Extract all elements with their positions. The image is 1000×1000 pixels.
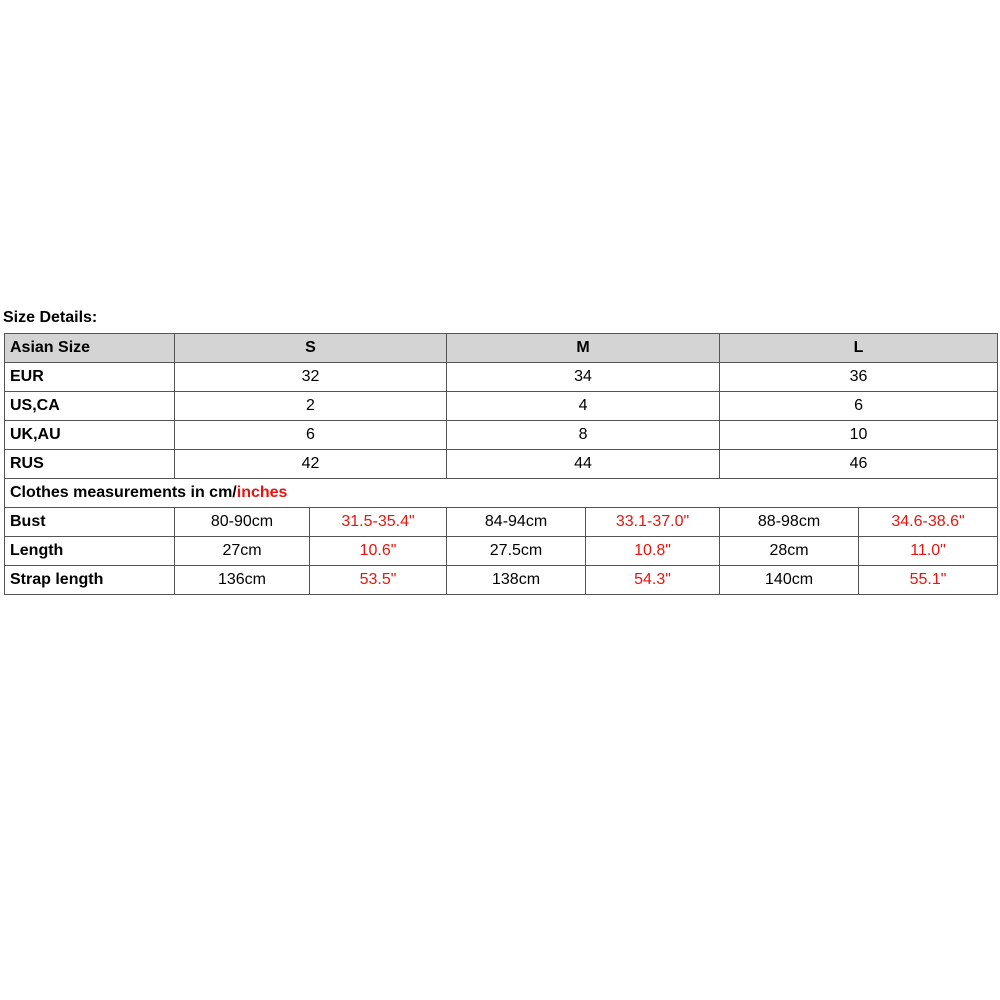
table-cell: 36 — [720, 363, 998, 392]
cm-cell: 136cm — [175, 566, 310, 595]
table-row — [5, 450, 998, 479]
cm-cell: 88-98cm — [720, 508, 859, 537]
size-header-m: M — [447, 334, 720, 363]
inch-cell: 55.1" — [859, 566, 998, 595]
row-label: US,CA — [5, 392, 175, 421]
table-cell: 32 — [175, 363, 447, 392]
inch-cell: 10.8" — [586, 537, 720, 566]
cm-cell: 84-94cm — [447, 508, 586, 537]
table-cell: 34 — [447, 363, 720, 392]
table-row — [5, 537, 998, 566]
measurements-heading-row — [5, 479, 998, 508]
measurements-heading-prefix: Clothes measurements in cm/ — [10, 484, 237, 501]
table-cell: 46 — [720, 450, 998, 479]
table-row — [5, 392, 998, 421]
table-cell: 6 — [720, 392, 998, 421]
row-label: Strap length — [5, 566, 175, 595]
page-title: Size Details: — [3, 309, 98, 326]
table-cell: 10 — [720, 421, 998, 450]
table-row — [5, 566, 998, 595]
cm-cell: 27cm — [175, 537, 310, 566]
inch-cell: 31.5-35.4" — [310, 508, 447, 537]
table-cell: 4 — [447, 392, 720, 421]
row-label: EUR — [5, 363, 175, 392]
inch-cell: 33.1-37.0" — [586, 508, 720, 537]
cm-cell: 138cm — [447, 566, 586, 595]
inch-cell: 53.5" — [310, 566, 447, 595]
row-label: Bust — [5, 508, 175, 537]
table-cell: 6 — [175, 421, 447, 450]
cm-cell: 80-90cm — [175, 508, 310, 537]
size-header-l: L — [720, 334, 998, 363]
size-header-s: S — [175, 334, 447, 363]
table-row — [5, 421, 998, 450]
size-chart-table — [4, 333, 998, 595]
row-label: UK,AU — [5, 421, 175, 450]
table-header-row — [5, 334, 998, 363]
cm-cell: 140cm — [720, 566, 859, 595]
inch-cell: 10.6" — [310, 537, 447, 566]
cm-cell: 28cm — [720, 537, 859, 566]
table-cell: 44 — [447, 450, 720, 479]
row-label: Length — [5, 537, 175, 566]
table-cell: 2 — [175, 392, 447, 421]
inch-cell: 34.6-38.6" — [859, 508, 998, 537]
row-label: RUS — [5, 450, 175, 479]
inch-cell: 11.0" — [859, 537, 998, 566]
table-cell: 8 — [447, 421, 720, 450]
inch-cell: 54.3" — [586, 566, 720, 595]
table-row — [5, 508, 998, 537]
table-cell: 42 — [175, 450, 447, 479]
table-row — [5, 363, 998, 392]
measurements-heading — [5, 479, 998, 508]
header-label: Asian Size — [5, 334, 175, 363]
cm-cell: 27.5cm — [447, 537, 586, 566]
measurements-heading-unit: inches — [236, 484, 288, 501]
